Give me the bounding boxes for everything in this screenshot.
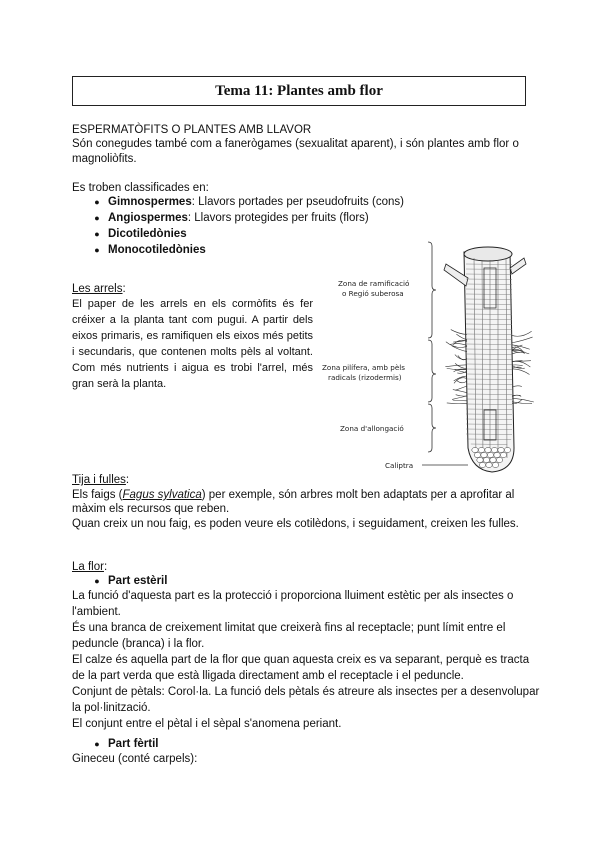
sterile-line: El conjunt entre el pètal i el sèpal s'anomena periant.	[72, 718, 342, 730]
roots-line: El paper de les arrels en els cormòfits és fer	[72, 298, 313, 310]
bullet-icon: ●	[94, 576, 100, 586]
roots-line: i secundaris, que contenen molts pèls al voltant.	[72, 346, 313, 358]
fertile-heading	[86, 736, 159, 752]
sterile-heading	[86, 573, 167, 589]
stem-heading-text: Tija i fulles	[72, 474, 126, 486]
classification-lead: Es troben classificades en:	[72, 182, 209, 194]
sterile-line: la pol·linització.	[72, 702, 151, 714]
roots-heading-colon: :	[122, 283, 126, 295]
sterile-line: l'ambient.	[72, 606, 121, 618]
root-diagram	[318, 238, 534, 476]
sterile-line: peduncle (branca) i la flor.	[72, 638, 205, 650]
label-caliptra: Caliptra	[385, 461, 414, 470]
stem-heading	[72, 472, 129, 488]
species-name: Fagus sylvatica	[122, 489, 202, 501]
sterile-line: El calze és aquella part de la flor que quan aquesta creix es va separant, perquè es tracta	[72, 654, 530, 666]
sterile-heading-text: Part estèril	[108, 575, 168, 587]
stem-line-1-post: ) per exemple, són arbres molt ben adaptats per a aprofitar al	[201, 489, 515, 501]
stem-line-3: Quan creix un nou faig, es poden veure els cotilèdons, i seguidament, creixen les fulles.	[72, 518, 519, 530]
list-item-term: Gimnospermes	[108, 196, 192, 208]
bullet-icon: ●	[94, 739, 100, 749]
label-zone-rizodermis: radicals (rizodermis)	[328, 373, 402, 382]
roots-heading-text: Les arrels	[72, 283, 123, 295]
label-zone-pilifera: Zona pilífera, amb pèls	[322, 363, 405, 372]
bullet-icon: ●	[94, 245, 100, 255]
list-item-desc: : Llavors protegides per fruits (flors)	[187, 212, 369, 224]
flower-heading-colon: :	[103, 561, 108, 573]
list-item-term: Monocotiledònies	[108, 244, 206, 256]
intro-text-2: magnoliòfits.	[72, 153, 137, 165]
intro-text-1: Són conegudes també com a fanerògames (sexualitat aparent), i són plantes amb flor o	[72, 138, 519, 150]
bullet-icon: ●	[94, 197, 100, 207]
fertile-heading-text: Part fèrtil	[108, 738, 159, 750]
roots-line: Com més nutrients i aigua es trobi l'arrel, més	[72, 362, 313, 374]
sterile-line: de la part verda que està lligada directament amb el receptacle i el peduncle.	[72, 670, 464, 682]
roots-heading	[72, 281, 126, 297]
roots-line: eixos primaris, es ramifiquen els eixos més petits	[72, 330, 313, 342]
bullet-icon: ●	[94, 213, 100, 223]
fertile-line: Gineceu (conté carpels):	[72, 753, 198, 765]
roots-line: créixer a la planta tant com pugui. A partir dels	[72, 314, 313, 326]
label-zone-allongacio: Zona d'allongació	[340, 424, 404, 433]
stem-heading-colon: :	[125, 474, 130, 486]
stem-line-2: màxim els recursos que reben.	[72, 503, 230, 515]
root-drawing	[444, 247, 534, 472]
list-item	[86, 194, 404, 210]
label-zone-ramification: Zona de ramificació	[338, 279, 410, 288]
bullet-icon: ●	[94, 229, 100, 239]
sterile-paragraph	[72, 588, 540, 732]
sterile-line: Conjunt de pètals: Corol·la. La funció dels pètals és atreure als insectes per a desenvolupar	[72, 686, 540, 698]
list-item	[86, 210, 404, 226]
sterile-line: És una branca de creixement limitat que creixerà fins al receptacle; punt límit entre el	[72, 622, 506, 634]
stem-line-1-pre: Els faigs (	[72, 489, 123, 501]
page-title	[72, 76, 526, 106]
roots-line: gran serà la planta.	[72, 378, 167, 390]
intro-heading: ESPERMATÒFITS O PLANTES AMB LLAVOR	[72, 124, 312, 136]
list-item-term: Dicotiledònies	[108, 228, 187, 240]
page-title-text: Tema 11: Plantes amb flor	[215, 82, 383, 99]
list-item-term: Angiospermes	[108, 212, 188, 224]
flower-heading-text: La flor	[72, 561, 104, 573]
label-zone-suberosa: o Regió suberosa	[342, 289, 404, 298]
roots-paragraph	[72, 296, 313, 392]
sterile-line: La funció d'aquesta part es la protecció i proporciona lluiment estètic per als insectes o	[72, 590, 514, 602]
list-item-desc: : Llavors portades per pseudofruits (cons)	[191, 196, 404, 208]
